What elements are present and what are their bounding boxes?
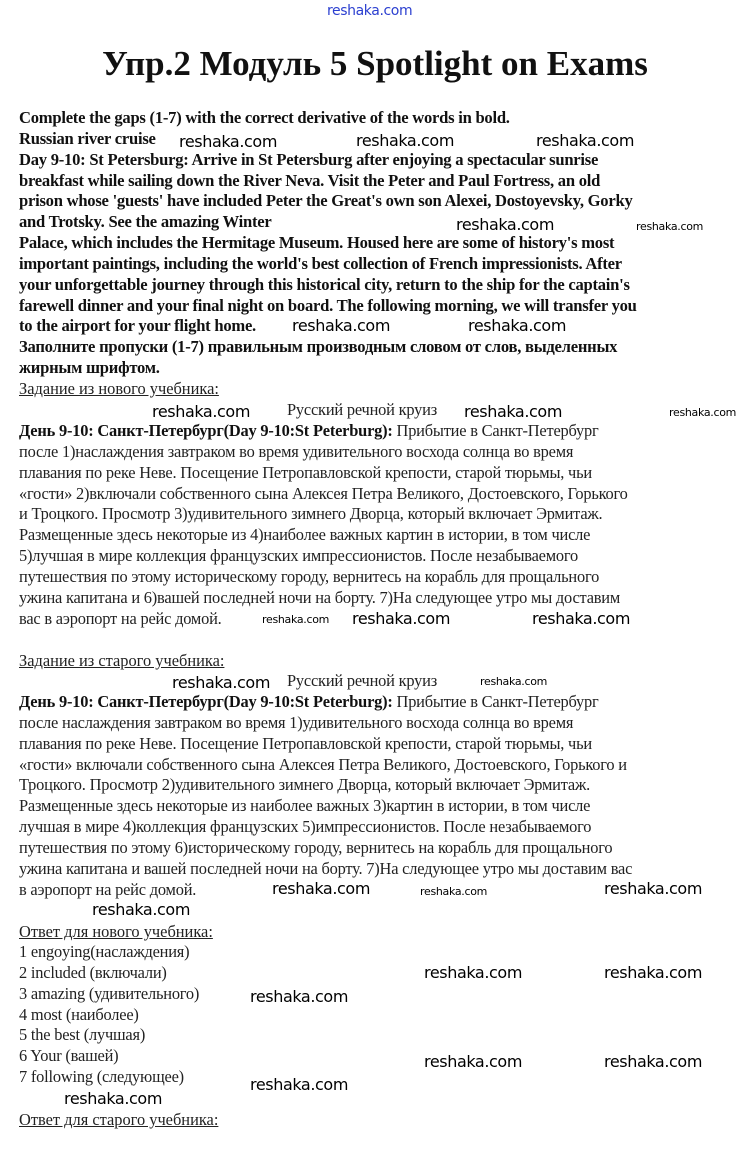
text-line: вас в аэропорт на рейс домой. [19, 608, 222, 628]
watermark: reshaka.com [272, 879, 370, 898]
text-line: после наслаждения завтраком во время 1)удивительного восхода солнца во время [19, 712, 574, 732]
new-task-label: Задание из нового учебника: [19, 379, 219, 398]
watermark: reshaka.com [480, 675, 548, 688]
new-task-subtitle: Русский речной круиз [287, 400, 437, 419]
text-line: плавания по реке Неве. Посещение Петропавловской крепости, старой тюрьмы, чьи [19, 462, 592, 482]
text-fragment: Прибытие в Санкт-Петербург [392, 421, 599, 440]
text-line: prison whose 'guests' have included Peter the Great's own son Alexei, Dostoyevsky, Gorky [19, 191, 633, 211]
watermark: reshaka.com [636, 220, 704, 233]
answers-new-label: Ответ для нового учебника: [19, 922, 213, 941]
text-line: farewell dinner and your final night on board. The following morning, we will transfer you [19, 295, 637, 315]
text-line: to the airport for your flight home. [19, 316, 256, 336]
watermark-link[interactable]: reshaka.com [327, 3, 413, 19]
watermark: reshaka.com [262, 613, 330, 626]
text-line: 5)лучшая в мире коллекция французских импрессионистов. После незабываемого [19, 546, 579, 566]
text-line: плавания по реке Неве. Посещение Петропавловской крепости, старой тюрьмы, чьи [19, 733, 592, 753]
russian-instruction-line: жирным шрифтом. [19, 358, 160, 378]
text-line: и Троцкого. Просмотр 3)удивительного зимнего Дворца, который включает Эрмитаж. [19, 504, 603, 524]
watermark: reshaka.com [604, 963, 702, 982]
answer-item: 1 engoying(наслаждения) [19, 942, 190, 961]
day-heading: День 9-10: Санкт-Петербург(Day 9-10:St Peterburg): [19, 421, 393, 440]
watermark: reshaka.com [424, 963, 522, 982]
text-line: Palace, which includes the Hermitage Museum. Housed here are some of history's most [19, 233, 615, 253]
old-task-text [19, 692, 632, 900]
answer-item: 3 amazing (удивительного) [19, 983, 200, 1003]
old-task-label: Задание из старого учебника: [19, 651, 225, 670]
answer-item: 7 following (следующее) [19, 1067, 184, 1087]
watermark: reshaka.com [250, 1075, 348, 1094]
answer-item: 4 most (наиболее) [19, 1004, 139, 1024]
watermark: reshaka.com [420, 885, 488, 898]
text-line: Размещенные здесь некоторые из наиболее важных 3)картин в истории, в том числе [19, 796, 591, 816]
text-line: «гости» 2)включали собственного сына Алексея Петра Великого, Достоевского, Горького [19, 483, 628, 503]
text-line: ужина капитана и 6)вашей последней ночи на борту. 7)На следующее утро мы доставим [19, 587, 621, 607]
watermark: reshaka.com [468, 316, 566, 335]
answer-item: 5 the best (лучшая) [19, 1025, 146, 1045]
page-title: Упр.2 Модуль 5 Spotlight on Exams [102, 44, 648, 83]
new-task-text [19, 421, 628, 629]
watermark: reshaka.com [456, 215, 554, 234]
text-line: and Trotsky. See the amazing Winter [19, 212, 272, 232]
text-line: Размещенные здесь некоторые из 4)наиболее важных картин в истории, в том числе [19, 525, 591, 545]
text-line: important paintings, including the world's best collection of French impressionists. After [19, 253, 622, 273]
text-line: «гости» включали собственного сына Алексея Петра Великого, Достоевского, Горького и [19, 754, 627, 774]
text-line [19, 692, 599, 713]
watermark: reshaka.com [536, 131, 634, 150]
watermark: reshaka.com [172, 673, 270, 692]
text-line: путешествия по этому историческому городу, вернитесь на корабль для прощального [19, 566, 600, 586]
watermark: reshaka.com [152, 402, 250, 421]
watermark: reshaka.com [292, 316, 390, 335]
text-line: в аэропорт на рейс домой. [19, 879, 197, 899]
watermark: reshaka.com [64, 1089, 162, 1108]
watermark: reshaka.com [250, 987, 348, 1006]
text-line: путешествия по этому 6)историческому городу, вернитесь на корабль для прощального [19, 837, 613, 857]
watermark: reshaka.com [179, 132, 277, 151]
watermark: reshaka.com [604, 1052, 702, 1071]
text-fragment: Прибытие в Санкт-Петербург [392, 692, 599, 711]
answers-old-label: Ответ для старого учебника: [19, 1110, 219, 1129]
text-line [19, 421, 599, 442]
answer-item: 6 Your (вашей) [19, 1046, 119, 1066]
watermark: reshaka.com [669, 406, 737, 419]
russian-instruction-line: Заполните пропуски (1-7) правильным производным словом от слов, выделенных [19, 337, 618, 357]
watermark: reshaka.com [604, 879, 702, 898]
watermark: reshaka.com [464, 402, 562, 421]
text-line: лучшая в мире 4)коллекция французских 5)импрессионистов. После незабываемого [19, 817, 592, 837]
watermark: reshaka.com [352, 609, 450, 628]
text-line: breakfast while sailing down the River Neva. Visit the Peter and Paul Fortress, an old [19, 170, 601, 190]
old-task-subtitle: Русский речной круиз [287, 671, 437, 690]
instruction-line: Complete the gaps (1-7) with the correct derivative of the words in bold. [19, 108, 510, 127]
watermark: reshaka.com [532, 609, 630, 628]
watermark: reshaka.com [424, 1052, 522, 1071]
text-line: Day 9-10: St Petersburg: Arrive in St Petersburg after enjoying a spectacular sunrise [19, 149, 599, 169]
text-line: после 1)наслаждения завтраком во время удивительного восхода солнца во время [19, 441, 574, 461]
answer-item: 2 included (включали) [19, 962, 167, 982]
text-subtitle: Russian river cruise [19, 128, 156, 148]
answers-new-list [19, 942, 199, 1088]
day-heading: День 9-10: Санкт-Петербург(Day 9-10:St Peterburg): [19, 692, 393, 711]
text-line: Троцкого. Просмотр 2)удивительного зимнего Дворца, который включает Эрмитаж. [19, 775, 590, 795]
text-line: ужина капитана и вашей последней ночи на борту. 7)На следующее утро мы доставим вас [19, 858, 633, 878]
watermark: reshaka.com [356, 131, 454, 150]
watermark: reshaka.com [92, 900, 190, 919]
text-line: your unforgettable journey through this historical city, return to the ship for the captain's [19, 274, 630, 294]
